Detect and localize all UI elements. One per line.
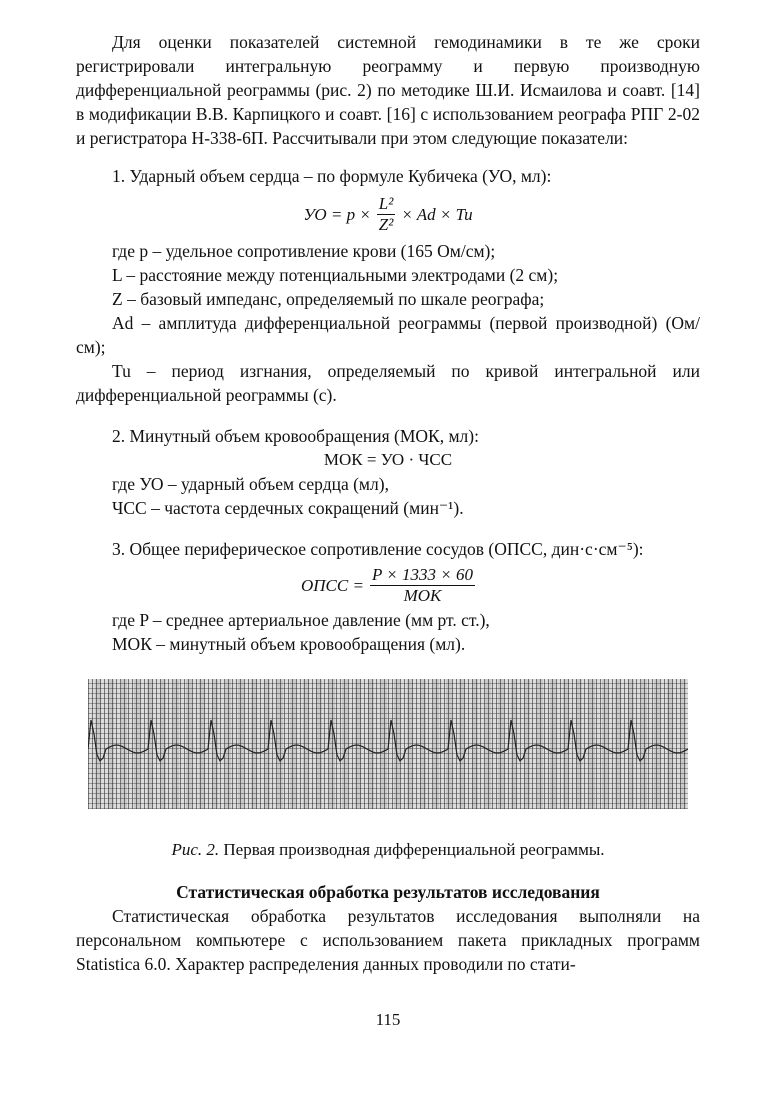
item3-where-mok: МОК – минутный объем кровообращения (мл). bbox=[112, 634, 466, 654]
formula1-lhs: УО = p × bbox=[303, 204, 371, 224]
formula3-lhs: ОПСС = bbox=[301, 575, 364, 595]
rheogram-trace bbox=[88, 679, 688, 809]
stroke-volume-formula bbox=[76, 194, 700, 235]
item1-title: 1. Ударный объем сердца – по формуле Кубичека (УО, мл): bbox=[112, 166, 552, 186]
intro-paragraph-block bbox=[76, 30, 700, 150]
page-number-block bbox=[76, 1008, 700, 1032]
item1-where-z: Z – базовый импеданс, определяемый по шкале реографа; bbox=[112, 289, 545, 309]
section-block bbox=[76, 880, 700, 976]
formula1-numerator: L² bbox=[378, 194, 394, 213]
formula3-denominator: МОК bbox=[403, 586, 442, 605]
item1-block bbox=[76, 164, 700, 407]
figure-caption-text: Первая производная дифференциальной реограммы. bbox=[223, 840, 605, 859]
formula3-numerator: P × 1333 × 60 bbox=[371, 565, 473, 584]
figure-caption bbox=[76, 838, 700, 862]
item3-block bbox=[76, 537, 700, 656]
item1-where-ad: Ad – амплитуда дифференциальной реограммы (первой производной) (Ом/см); bbox=[76, 313, 700, 357]
item1-where-l: L – расстояние между потенциальными электродами (2 см); bbox=[112, 265, 559, 285]
item1-where-tu: Tu – период изгнания, определяемый по кривой интегральной или дифференциальной реограммы (с). bbox=[76, 361, 700, 405]
cardiac-output-formula: МОК = УО · ЧСС bbox=[323, 450, 453, 469]
section-heading: Статистическая обработка результатов исследования bbox=[176, 882, 600, 902]
formula1-rhs: × Ad × Tu bbox=[401, 204, 473, 224]
item3-where-p: где P – среднее артериальное давление (мм рт. ст.), bbox=[112, 610, 490, 630]
rheogram-figure bbox=[88, 679, 688, 809]
item3-title: 3. Общее периферическое сопротивление сосудов (ОПСС, дин·с·см⁻⁵): bbox=[112, 539, 644, 559]
formula3-fraction bbox=[370, 565, 475, 606]
formula1-denominator: Z² bbox=[378, 215, 394, 234]
item1-where-p: где p – удельное сопротивление крови (165 Ом/см); bbox=[112, 241, 496, 261]
item2-block bbox=[76, 424, 700, 520]
item2-where-uo: где УО – ударный объем сердца (мл), bbox=[112, 474, 389, 494]
formula1-fraction bbox=[377, 194, 396, 235]
section-paragraph: Статистическая обработка результатов исследования выполняли на персональном компьютере с использованием пакета прикладных программ Statistica 6.0. Характер распределения данных проводили по стати- bbox=[76, 906, 700, 974]
item2-title: 2. Минутный объем кровообращения (МОК, мл): bbox=[112, 426, 479, 446]
vascular-resistance-formula bbox=[76, 565, 700, 606]
figure-caption-label: Рис. 2. bbox=[171, 840, 220, 859]
intro-paragraph: Для оценки показателей системной гемодинамики в те же сроки регистрировали интегральную реограмму и первую производную дифференциальной реограммы (рис. 2) по методике Ш.И. Исмаилова и соавт. [14] в модификации В.В. Карпицкого и соавт. [16] с использованием реографа РПГ 2-02 и регистратора Н-338-6П. Рассчитывали при этом следующие показатели: bbox=[76, 32, 700, 148]
page-number: 115 bbox=[375, 1010, 401, 1029]
item2-where-hr: ЧСС – частота сердечных сокращений (мин⁻¹). bbox=[112, 498, 464, 518]
